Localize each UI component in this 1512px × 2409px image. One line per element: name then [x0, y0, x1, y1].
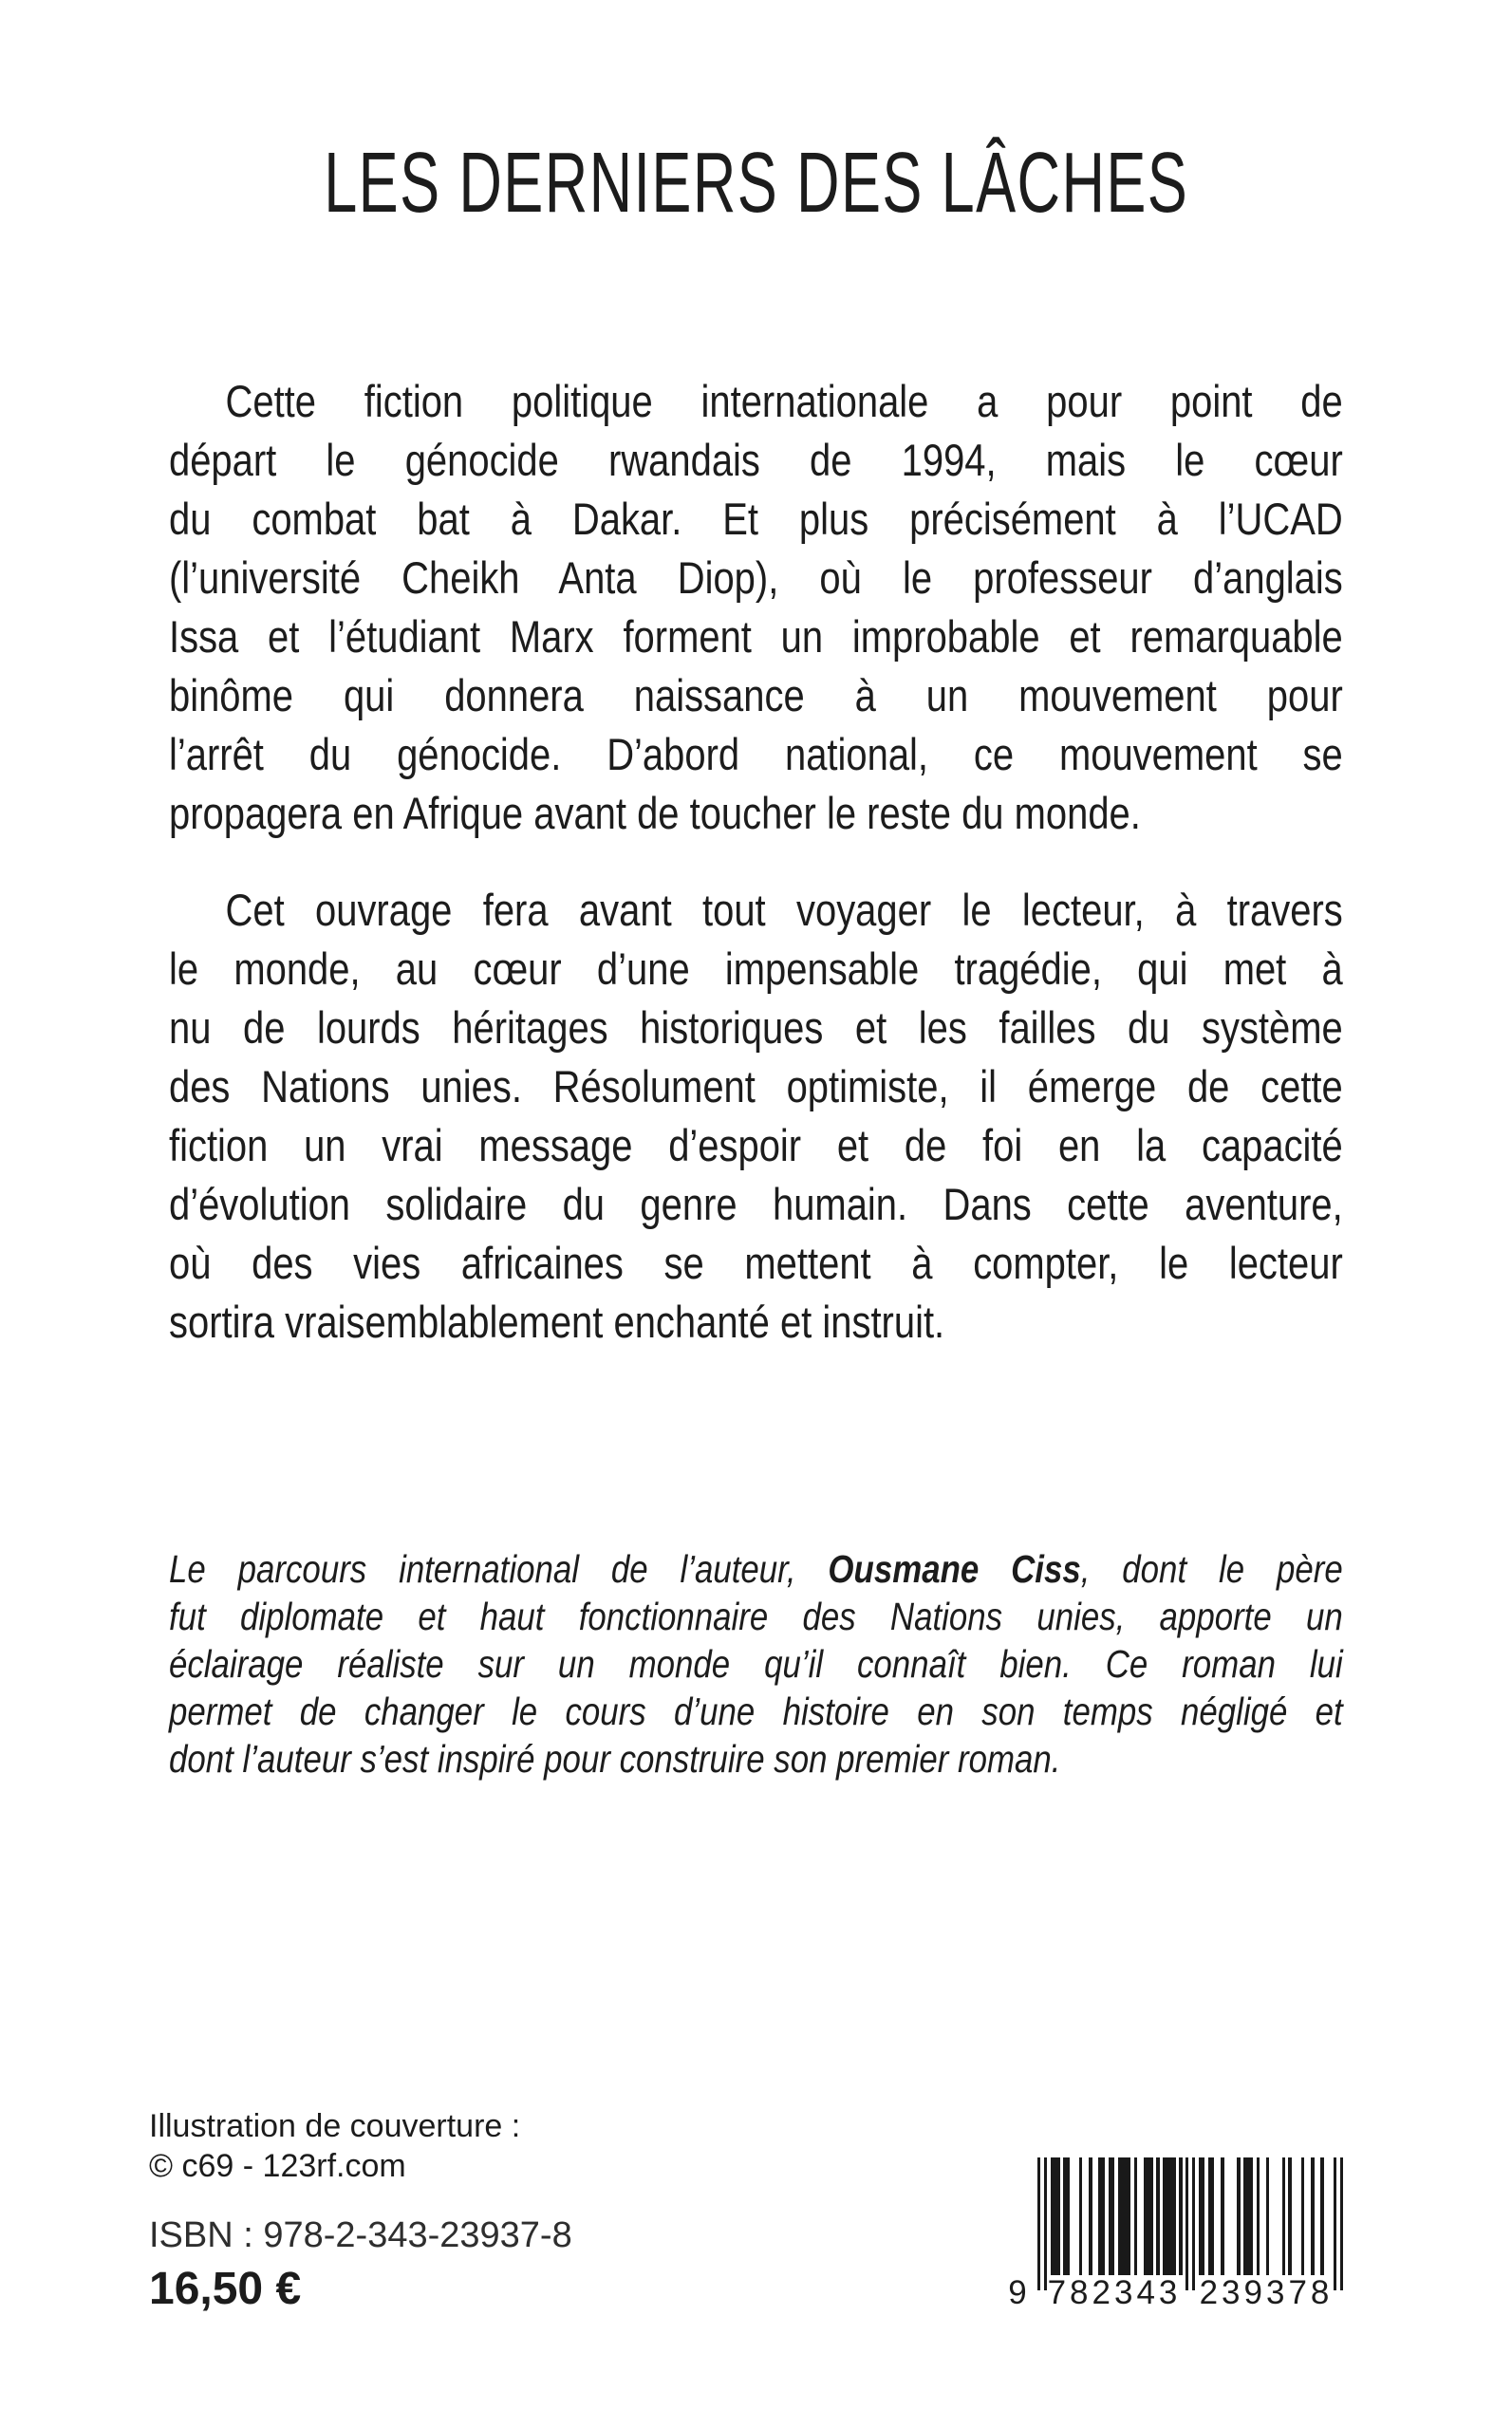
text-line: le monde, au cœur d’une impensable tragédie, qui met à — [169, 943, 1343, 994]
book-title-text: LES DERNIERS DES LÂCHES — [324, 136, 1188, 231]
barcode-digits-left: 782343 — [1047, 2274, 1182, 2311]
text-line: dont l’auteur s’est inspiré pour construire son premier roman. — [169, 1737, 1061, 1781]
credit-line: © c69 - 123rf.com — [149, 2148, 406, 2184]
barcode-bars — [1037, 2157, 1343, 2290]
author-name: Ousmane Ciss — [828, 1547, 1081, 1591]
text-line: fiction un vrai message d’espoir et de foi en la capacité — [169, 1120, 1343, 1170]
text-line: permet de changer le cours d’une histoire en son temps négligé et — [169, 1690, 1343, 1733]
barcode-bar — [1340, 2157, 1343, 2290]
text-line: (l’université Cheikh Anta Diop), où le professeur d’anglais — [169, 552, 1343, 603]
text-line: Cette fiction politique internationale a pour point de — [225, 376, 1343, 426]
text-line: éclairage réaliste sur un monde qu’il connaît bien. Ce roman lui — [169, 1642, 1343, 1686]
barcode-check-digit: 9 — [1008, 2274, 1027, 2311]
price: 16,50 € — [149, 2264, 302, 2314]
synopsis-paragraph-2 — [169, 881, 1343, 1352]
book-title — [0, 136, 1512, 231]
text-line: binôme qui donnera naissance à un mouvement pour — [169, 670, 1343, 720]
barcode — [1008, 2157, 1344, 2311]
author-note-intro: Le parcours international de l’auteur, — [169, 1547, 829, 1591]
text-line: fut diplomate et haut fonctionnaire des Nations unies, apporte un — [169, 1595, 1343, 1638]
barcode-digits-right: 239378 — [1199, 2274, 1334, 2311]
text-line — [169, 1545, 1343, 1593]
synopsis-paragraph-1 — [169, 372, 1343, 843]
text-line: propagera en Afrique avant de toucher le reste du monde. — [169, 788, 1141, 838]
text-line: des Nations unies. Résolument optimiste, il émerge de cette — [169, 1061, 1343, 1111]
text-line: Issa et l’étudiant Marx forment un improbable et remarquable — [169, 611, 1343, 662]
isbn: ISBN : 978-2-343-23937-8 — [149, 2215, 572, 2255]
text-line: où des vies africaines se mettent à compter, le lecteur — [169, 1238, 1343, 1288]
author-note — [169, 1545, 1343, 1783]
text-line: Cet ouvrage fera avant tout voyager le lecteur, à travers — [225, 885, 1343, 935]
cover-illustration-credit — [149, 2106, 520, 2186]
text-line: sortira vraisemblablement enchanté et instruit. — [169, 1297, 945, 1347]
text-line: d’évolution solidaire du genre humain. Dans cette aventure, — [169, 1179, 1343, 1229]
text-line: départ le génocide rwandais de 1994, mais le cœur — [169, 435, 1343, 485]
text-line: nu de lourds héritages historiques et les failles du système — [169, 1002, 1343, 1053]
text-line: l’arrêt du génocide. D’abord national, ce mouvement se — [169, 729, 1343, 779]
text-line: du combat bat à Dakar. Et plus précisément à l’UCAD — [169, 494, 1343, 544]
credit-line: Illustration de couverture : — [149, 2108, 521, 2144]
author-note-cont: , dont le père — [1080, 1547, 1343, 1591]
